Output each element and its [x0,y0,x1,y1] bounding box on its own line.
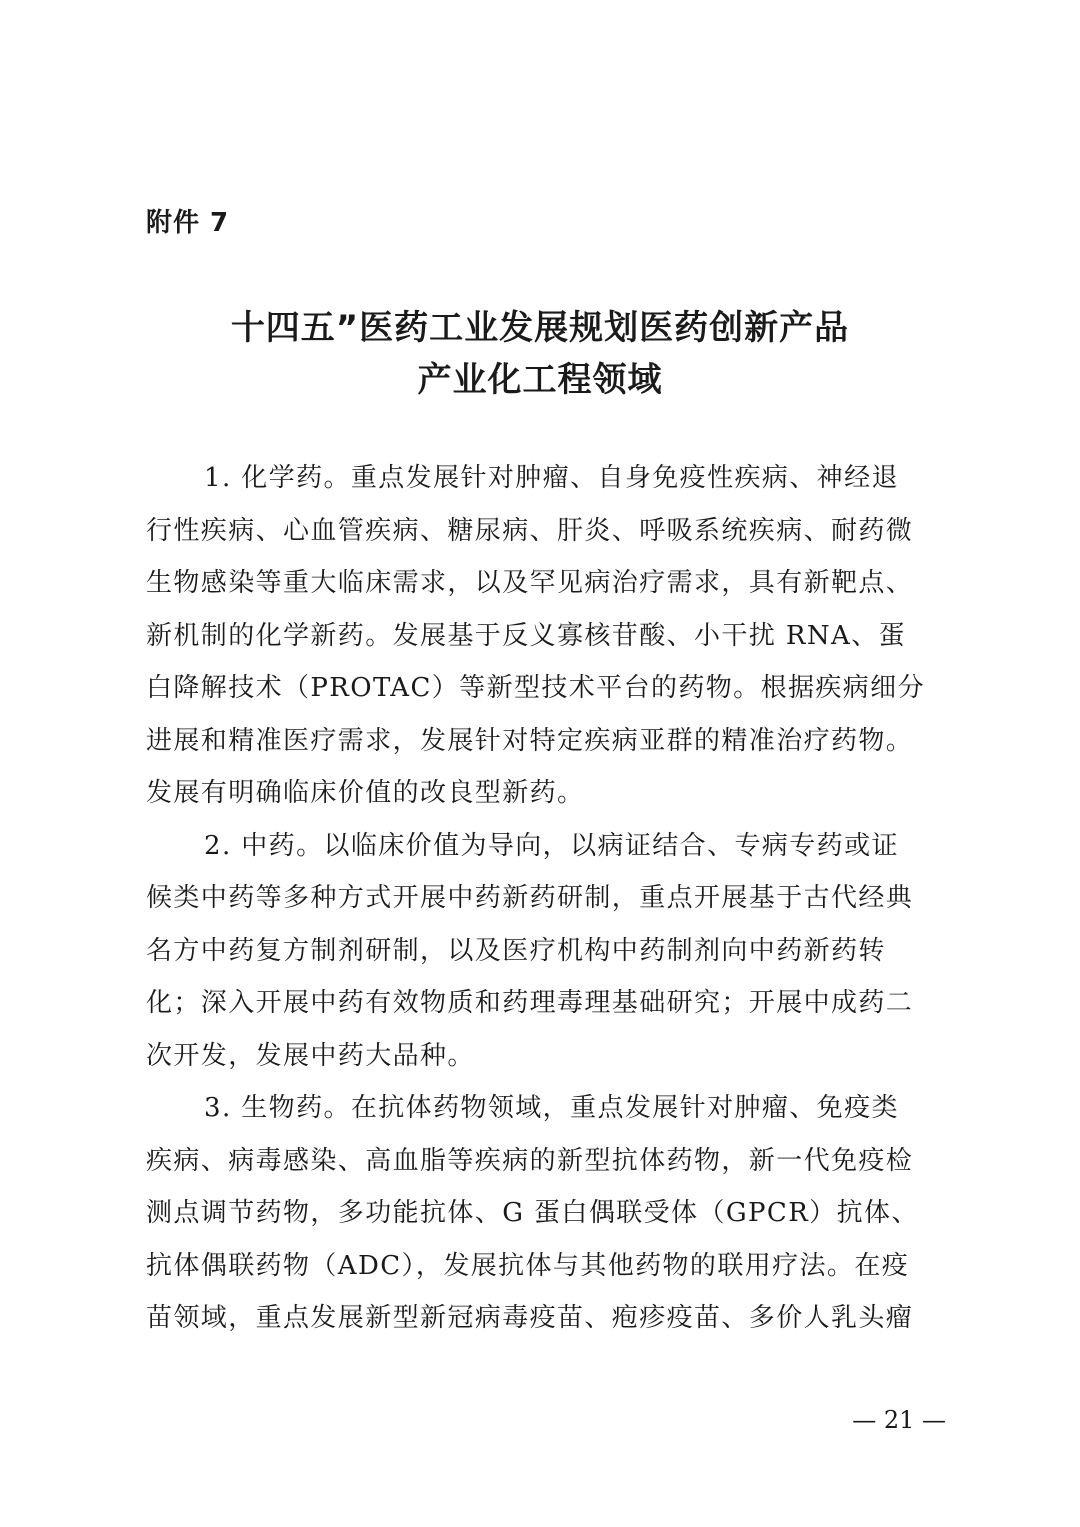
paragraph-1-line: 进展和精准医疗需求，发展针对特定疾病亚群的精准治疗药物。 [146,725,914,756]
attachment-label: 附件 7 [146,208,230,238]
paragraph-3-line: 抗体偶联药物（ADC），发展抗体与其他药物的联用疗法。在疫 [146,1250,910,1281]
paragraph-2-line: 2. 中药。以临床价值为导向，以病证结合、专病专药或证 [204,830,899,861]
paragraph-2-line: 次开发，发展中药大品种。 [146,1040,475,1071]
title-line-1: 十四五”医药工业发展规划医药创新产品 [230,308,850,348]
paragraph-3-line: 苗领域，重点发展新型新冠病毒疫苗、疱疹疫苗、多价人乳头瘤 [146,1303,914,1333]
paragraph-2-line: 候类中药等多种方式开展中药新药研制，重点开展基于古代经典 [146,883,914,913]
paragraph-1-line: 行性疾病、心血管疾病、糖尿病、肝炎、呼吸系统疾病、耐药微 [146,515,914,546]
paragraph-3-line: 疾病、病毒感染、高血脂等疾病的新型抗体药物，新一代免疫检 [146,1145,914,1176]
paragraph-1-line: 白降解技术（PROTAC）等新型技术平台的药物。根据疾病细分 [146,673,925,703]
body-text [146,452,946,1345]
paragraph-1-line: 发展有明确临床价值的改良型新药。 [146,778,585,808]
title-line-2: 产业化工程领域 [417,360,663,400]
paragraph-1-line: 1. 化学药。重点发展针对肿瘤、自身免疫性疾病、神经退 [204,463,899,493]
paragraph-2-line: 化；深入开展中药有效物质和药理毒理基础研究；开展中成药二 [146,988,914,1018]
paragraph-3-line: 测点调节药物，多功能抗体、G 蛋白偶联受体（GPCR）抗体、 [146,1198,919,1228]
paragraph-3-line: 3. 生物药。在抗体药物领域，重点发展针对肿瘤、免疫类 [204,1093,899,1123]
paragraph-2-line: 名方中药复方制剂研制，以及医疗机构中药制剂向中药新药转 [146,935,886,966]
paragraph-1-line: 生物感染等重大临床需求，以及罕见病治疗需求，具有新靶点、 [146,568,914,598]
page-number: — 21 — [852,1406,946,1434]
paragraph-1-line: 新机制的化学新药。发展基于反义寡核苷酸、小干扰 RNA、蛋 [146,620,906,651]
